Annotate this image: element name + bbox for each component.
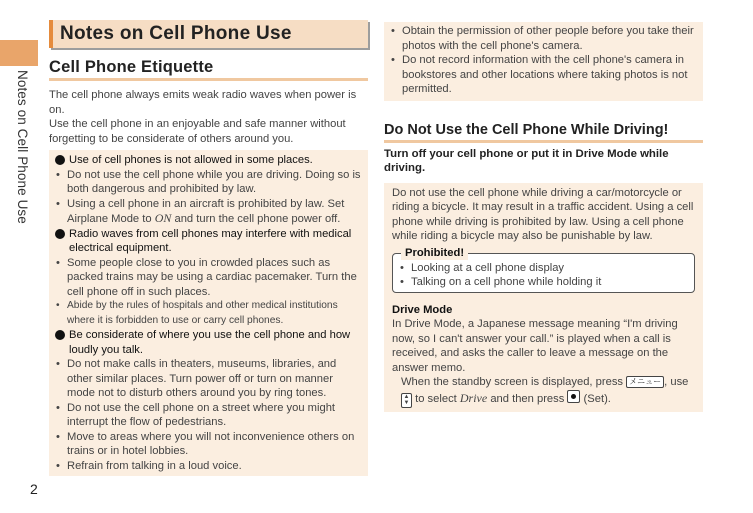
etiquette-intro	[49, 88, 368, 146]
list-item: • Do not record information with the cell phone's camera in bookstores and other locations where taking photos is not permitted.	[391, 54, 688, 95]
list-item: • Obtain the permission of other people before you take their photos with the cell phone's camera.	[391, 25, 694, 52]
drive-option-text: Drive	[459, 390, 488, 405]
list-item: • Some people close to you in crowded places such as packed trains may be using a cardiac pacemaker. Turn the cell phone off in such places.	[56, 256, 357, 298]
bullet-dot-icon	[55, 330, 65, 340]
bullet-dot-icon	[55, 155, 65, 165]
section-title: Radio waves from cell phones may interfere with medical electrical equipment.	[69, 227, 352, 254]
center-key-icon	[567, 390, 580, 403]
driving-heading: Do Not Use the Cell Phone While Driving!	[384, 121, 703, 143]
section-title: Be considerate of where you use the cell phone and how loudly you talk.	[69, 329, 351, 356]
left-column	[49, 18, 368, 476]
right-column	[384, 22, 703, 412]
drive-mode-body: In Drive Mode, a Japanese message meaning “I'm driving now, so I can't answer your call.” is played when a call is received, and asks the caller to leave a message on the answer memo.	[392, 318, 678, 374]
list-item: • Talking on a cell phone while holding it	[400, 276, 602, 288]
side-section-label: Notes on Cell Phone Use	[15, 70, 30, 224]
list-item: • Do not use the cell phone while you are driving. Doing so is both dangerous and prohibited by law.	[56, 168, 361, 195]
drive-mode-title: Drive Mode	[392, 303, 453, 316]
camera-notes-box	[384, 22, 703, 101]
drive-mode-steps: When the standby screen is displayed, press メニュー , use ▲ ▼ to select Drive and then press (Set).	[401, 376, 689, 406]
list-item: • Refrain from talking in a loud voice.	[56, 459, 242, 472]
section-title: Use of cell phones is not allowed in some places.	[69, 154, 313, 166]
section-medical	[55, 227, 362, 256]
section-places	[55, 153, 362, 168]
list-item: • Do not use the cell phone on a street where you might interrupt the flow of pedestrians.	[56, 401, 336, 428]
list-item: • Using a cell phone in an aircraft is prohibited by law. Set Airplane Mode to ON and turn the cell phone power off.	[56, 197, 345, 225]
page-title: Notes on Cell Phone Use	[49, 20, 368, 48]
on-setting-text: ON	[154, 211, 172, 225]
etiquette-box	[49, 150, 368, 476]
list-item: • Move to areas where you will not inconvenience others on trains or in hotel lobbies.	[56, 430, 355, 457]
section-considerate	[55, 328, 362, 357]
list-item: • Do not make calls in theaters, museums, libraries, and other similar places. Turn power off or turn on manner mode not to disturb others around you by ring tones.	[56, 358, 337, 399]
menu-key-icon: メニュー	[626, 376, 664, 388]
driving-subheading: Turn off your cell phone or put it in Drive Mode while driving.	[384, 147, 669, 174]
intro-line-1: The cell phone always emits weak radio waves when power is on.	[49, 89, 357, 116]
prohibited-box	[392, 246, 695, 293]
etiquette-heading: Cell Phone Etiquette	[49, 57, 368, 81]
intro-line-2: Use the cell phone in an enjoyable and safe manner without forgetting to be considerate of others around you.	[49, 118, 346, 145]
prohibited-label: Prohibited!	[401, 246, 468, 260]
up-down-key-icon: ▲ ▼	[401, 393, 412, 408]
driving-box	[384, 183, 703, 412]
bullet-dot-icon	[55, 229, 65, 239]
side-tab-marker	[0, 40, 38, 66]
list-item: • Abide by the rules of hospitals and other medical institutions where it is forbidden to use or carry cell phones.	[56, 300, 338, 326]
page-number: 2	[30, 481, 38, 497]
list-item: • Looking at a cell phone display	[400, 261, 565, 274]
driving-body: Do not use the cell phone while driving a car/motorcycle or riding a bicycle. It may result in a traffic accident. Using a cell phone while driving is prohibited by law. Using a cell phone while riding a bicycle may also be punishable by law.	[392, 186, 694, 242]
